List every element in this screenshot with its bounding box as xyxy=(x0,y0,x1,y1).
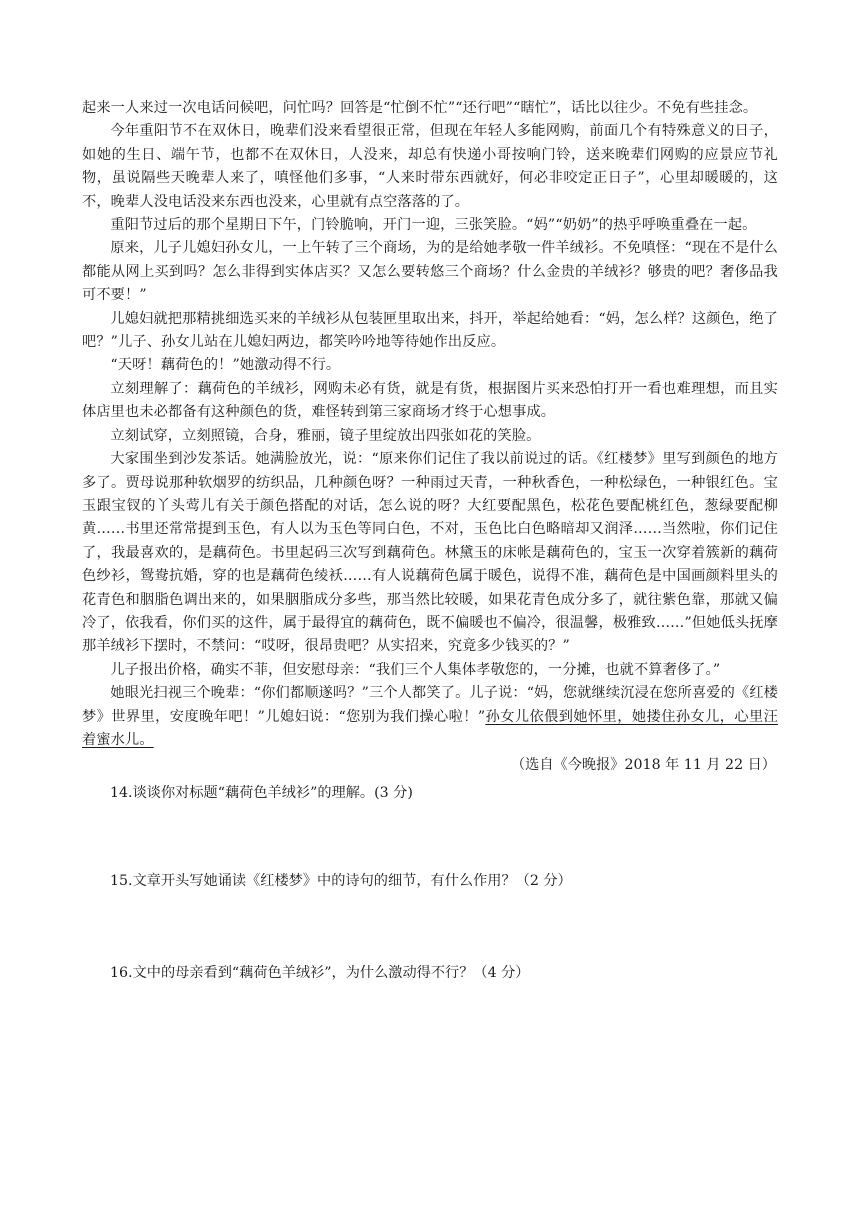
question-16: 16.文中的母亲看到“藕荷色羊绒衫”，为什么激动得不行？（4 分） xyxy=(110,964,530,981)
paragraph-11 xyxy=(82,682,778,752)
paragraph-9: 大家围坐到沙发茶话。她满脸放光，说：“原来你们记住了我以前说过的话。《红楼梦》里写到颜色的地方多了。贾母说那种软烟罗的纺织品，几种颜色呀？一种雨过天青，一种秋香色，一种松绿色，一种银红色。宝玉跟宝钗的丫头莺儿有关于颜色搭配的对话，怎么说的呀？大红要配黑色，松花色要配桃红色，葱绿要配柳黄……书里还常常提到玉色，有人以为玉色等同白色，不对，玉色比白色略暗却又润泽……当然啦，你们记住了，我最喜欢的，是藕荷色。书里起码三次写到藕荷色。林黛玉的床帐是藕荷色的，宝玉一次穿着簇新的藕荷色纱衫，鸳鸯抗婚，穿的也是藕荷色绫袄……有人说藕荷色属于暖色，说得不准，藕荷色是中国画颜料里头的花青色和胭脂色调出来的，如果胭脂成分多些，那当然比较暖，如果花青色成分多了，就往紫色靠，那就又偏冷了，依我看，你们买的这件，属于最得宜的藕荷色，既不偏暖也不偏冷，很温馨，极雅致……”但她低头抚摩那羊绒衫下摆时，不禁问：“哎呀，很昂贵吧？从实招来，究竟多少钱买的？” xyxy=(82,451,778,655)
paragraph-5: 儿媳妇就把那精挑细选买来的羊绒衫从包装匣里取出来，抖开，举起给她看：“妈，怎么样？这颜色，绝了吧？”儿子、孙女儿站在儿媳妇两边，都笑吟吟地等待她作出反应。 xyxy=(82,310,778,351)
underlined-sentence: 孙女儿依偎到她怀里，她搂住孙女儿，心里汪着蜜水儿。 xyxy=(82,708,778,748)
article-source: （选自《今晚报》2018 年 11 月 22 日） xyxy=(510,757,776,774)
paragraph-2: 今年重阳节不在双休日，晚辈们没来看望很正常，但现在年轻人多能网购，前面几个有特殊意义的日子，如她的生日、端午节，也都不在双休日，人没来，却总有快递小哥按响门铃，送来晚辈们网购的应景应节礼物，虽说隔些天晚辈人来了，嗔怪他们多事，“人来时带东西就好，何必非咬定正日子”，心里却暖暖的，这不，晚辈人没电话没来东西也没来，心里就有点空落落的了。 xyxy=(82,123,778,210)
question-14: 14.谈谈你对标题“藕荷色羊绒衫”的理解。(3 分) xyxy=(110,784,413,801)
paragraph-7: 立刻理解了：藕荷色的羊绒衫，网购未必有货，就是有货，根据图片买来恐怕打开一看也难理想，而且实体店里也未必都备有这种颜色的货，难怪转到第三家商场才终于心想事成。 xyxy=(82,380,778,421)
paragraph-11-text: 她眼光扫视三个晚辈：“你们都顺遂吗？”三个人都笑了。儿子说：“妈，您就继续沉浸在您所喜爱的《红楼梦》世界里，安度晚年吧！”儿媳妇说：“您别为我们操心啦！” xyxy=(82,685,778,725)
paragraph-1: 起来一人来过一次电话问候吧，问忙吗？回答是“忙倒不忙”“还行吧”“瞎忙”，话比以往少。不免有些挂念。 xyxy=(82,100,758,116)
paragraph-8: 立刻试穿，立刻照镜，合身，雅丽，镜子里绽放出四张如花的笑脸。 xyxy=(110,427,541,444)
paragraph-4: 原来，儿子儿媳妇孙女儿，一上午转了三个商场，为的是给她孝敬一件羊绒衫。不免嗔怪：“现在不是什么都能从网上买到吗？怎么非得到实体店买？又怎么要转悠三个商场？什么金贵的羊绒衫？够贵的吧？奢侈品我可不要！” xyxy=(82,240,778,304)
paragraph-10: 儿子报出价格，确实不菲，但安慰母亲：“我们三个人集体孝敬您的，一分摊，也就不算奢侈了。” xyxy=(110,661,721,678)
question-15: 15.文章开头写她诵读《红楼梦》中的诗句的细节，有什么作用？（2 分） xyxy=(110,873,572,890)
paragraph-6: “天呀！藕荷色的！”她激动得不行。 xyxy=(110,357,341,374)
paragraph-3: 重阳节过后的那个星期日下午，门铃脆响，开门一迎，三张笑脸。“妈”“奶奶”的热乎呼唤重叠在一起。 xyxy=(110,217,757,234)
